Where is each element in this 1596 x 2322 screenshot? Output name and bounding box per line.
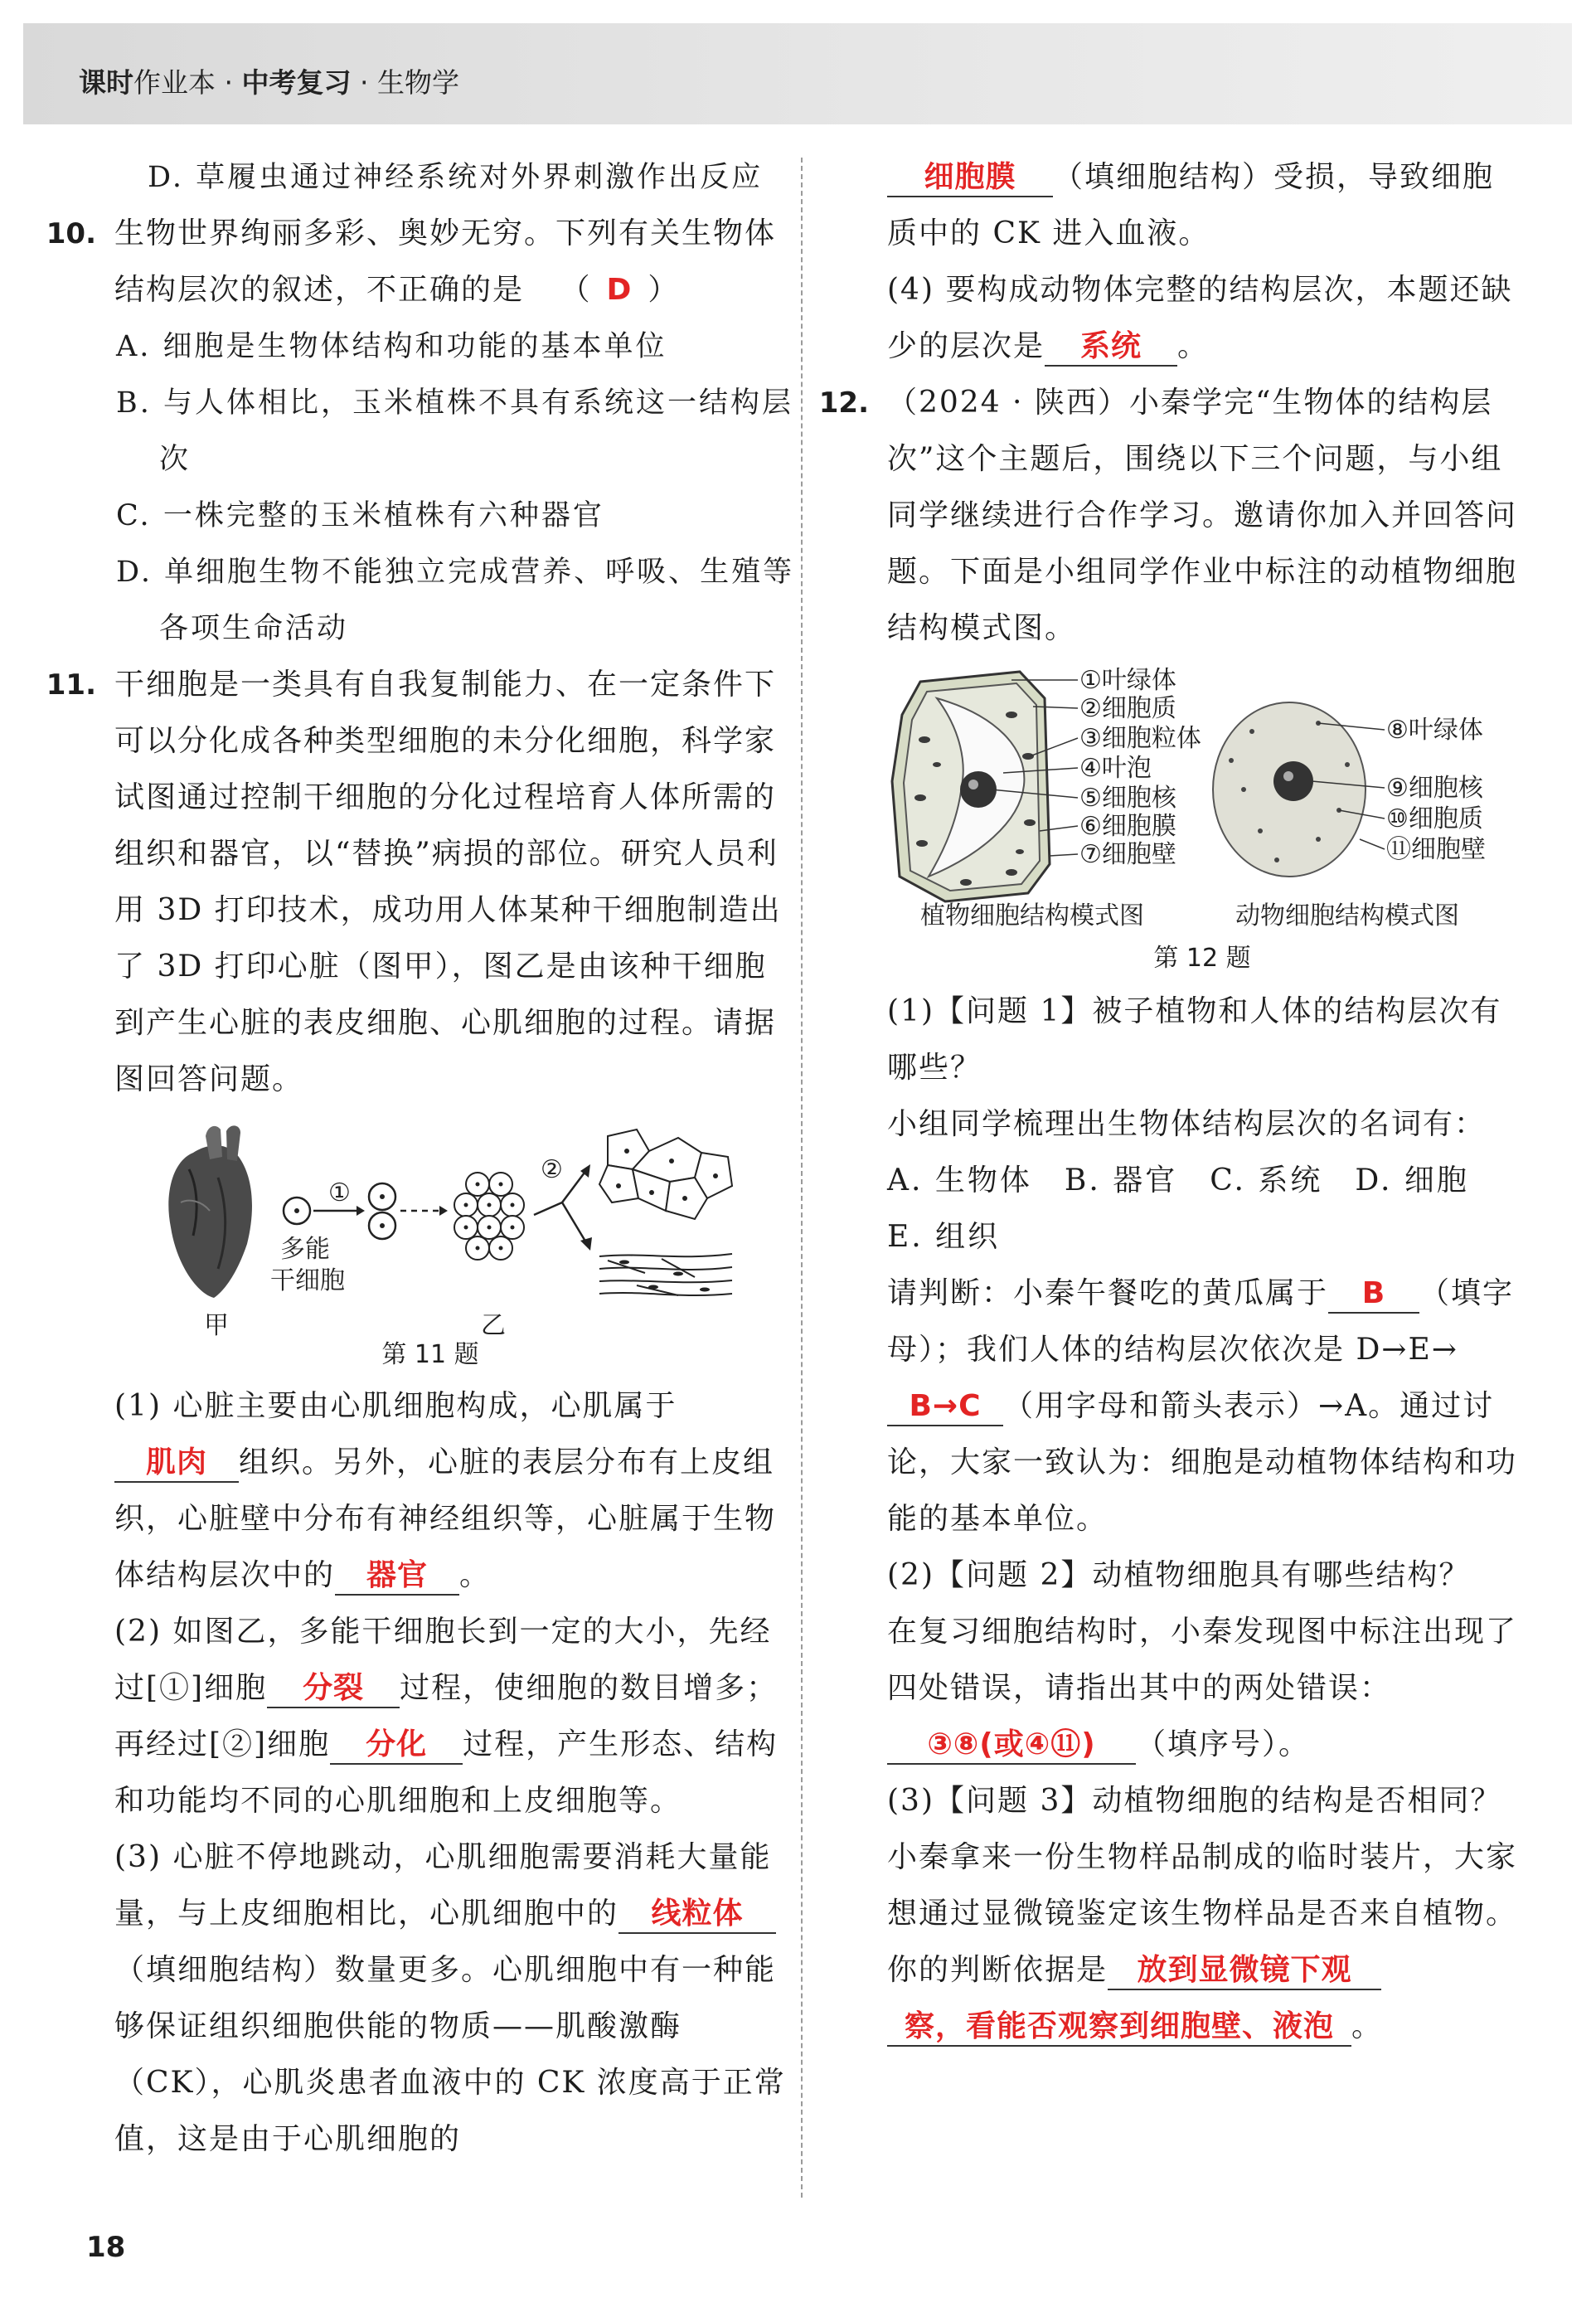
cardiac-muscle-fibers (599, 1254, 732, 1295)
label-jia: 甲 (204, 1311, 229, 1340)
dashed-arrow-head (439, 1206, 448, 1216)
header-title-part2: 作业本 · (133, 66, 242, 99)
answer-blank: ③⑧(或④⑪) (887, 1727, 1136, 1765)
plant-label: ②细胞质 (1079, 694, 1176, 723)
animal-cell-diagram (1213, 702, 1385, 877)
sub-text: 请判断：小秦午餐吃的黄瓜属于 (887, 1276, 1329, 1310)
sub-text: 过程，产生形态、结构和功能均不同的心肌细胞和上皮细胞等。 (114, 1727, 779, 1818)
answer-blank: 系统 (1045, 328, 1177, 367)
answer-blank: 线粒体 (619, 1896, 776, 1934)
header-title-part1: 课时 (79, 66, 133, 99)
answer-blank: 细胞膜 (887, 159, 1053, 197)
q12-sub1-question: (1)【问题 1】被子植物和人体的结构层次有哪些？ (887, 994, 1502, 1085)
q12-sub3-question: (3)【问题 3】动植物细胞的结构是否相同？ (887, 1784, 1502, 1818)
arrow-2-down (562, 1202, 587, 1244)
option-label: B. (116, 386, 152, 420)
option-text: 单细胞生物不能独立完成营养、呼吸、生殖等各项生命活动 (159, 556, 795, 645)
sub-text: （填细胞结构）数量更多。心肌细胞中有一种能够保证组织细胞供能的物质——肌酸激酶（CK），心肌炎患者血液中的 CK 浓度高于正常值，这是由于心肌细胞的 (114, 1953, 786, 2156)
figure-11 (148, 1120, 745, 1343)
paren-open: （ (560, 273, 592, 307)
q12-sub1-intro: 小组同学梳理出生物体结构层次的名词有： (887, 1107, 1487, 1141)
sub-text: 。 (1177, 329, 1210, 363)
q12-sub1-answer (887, 1265, 1517, 1547)
q12-sub3-answer (887, 1829, 1517, 2055)
animal-label: ⑪细胞壁 (1386, 835, 1486, 864)
animal-caption: 动物细胞结构模式图 (1235, 901, 1459, 930)
sub-text: (3) 心脏不停地跳动，心肌细胞需要消耗大量能量，与上皮细胞相比，心肌细胞中的 (114, 1840, 772, 1931)
sub-text: 。 (1351, 2009, 1384, 2043)
q11-sub3-part1 (114, 1829, 796, 2168)
question-12 (818, 375, 1518, 2055)
answer-blank: 分裂 (267, 1670, 400, 1708)
epithelial-cells (599, 1129, 732, 1219)
muscle-nuclei (619, 1261, 710, 1292)
right-column (818, 149, 1518, 2055)
option-text: 细胞是生物体结构和功能的基本单位 (163, 330, 667, 363)
plant-label: ①叶绿体 (1079, 666, 1176, 695)
option-text: 一株完整的玉米植株有六种器官 (163, 499, 604, 532)
stem-cell-label-2: 干细胞 (270, 1266, 345, 1295)
divided-cell-1-nucleus (380, 1194, 385, 1199)
q11-sub3-part2 (887, 149, 1517, 262)
answer-blank: B (1328, 1275, 1419, 1314)
sub-text: （填字母）；我们人体的结构层次依次是 D→E→ (887, 1276, 1515, 1367)
q11-sub1 (114, 1378, 796, 1604)
plant-cell-labels (1079, 666, 1201, 869)
heart-image (168, 1125, 252, 1298)
sub-text: 在复习细胞结构时，小秦发现图中标注出现了四处错误，请指出其中的两处错误： (887, 1615, 1518, 1705)
answer-blank: 肌肉 (114, 1445, 239, 1483)
question-number: 12. (818, 386, 869, 420)
q11-sub4 (887, 262, 1517, 375)
sub-text: (4) 要构成动物体完整的结构层次，本题还缺少的层次是 (887, 273, 1513, 363)
plant-caption: 植物细胞结构模式图 (920, 901, 1144, 930)
option-text: 草履虫通过神经系统对外界刺激作出反应 (196, 161, 764, 194)
option-b (114, 375, 796, 488)
question-11 (46, 657, 796, 2168)
sub-text: 小秦拿来一份生物样品制成的临时装片，大家想通过显微镜鉴定该生物样品是否来自植物。你的判断依据是 (887, 1840, 1518, 1987)
plant-label: ⑦细胞壁 (1079, 840, 1176, 869)
question-stem: （2024 · 陕西）小秦学完“生物体的结构层次”这个主题后，围绕以下三个问题，与小组同学继续进行合作学习。邀请你加入并回答问题。下面是小组同学作业中标注的动植物细胞结构模式图。 (887, 386, 1518, 645)
arrow-2-down-head (580, 1237, 592, 1251)
q12-sub2-question: (2)【问题 2】动植物细胞具有哪些结构？ (887, 1558, 1471, 1592)
plant-label: ⑥细胞膜 (1079, 812, 1176, 841)
sub-text: （填细胞结构）受损，导致细胞质中的 CK 进入血液。 (887, 160, 1495, 250)
option-label: C. (116, 499, 152, 532)
question-stem (114, 206, 796, 318)
option-text: 与人体相比，玉米植株不具有系统这一结构层次 (159, 386, 794, 476)
option-c (114, 488, 796, 544)
stem-cell-label-1: 多能 (280, 1235, 330, 1264)
animal-label: ⑩细胞质 (1386, 804, 1483, 833)
figure-12 (887, 665, 1517, 939)
step-1-label: ① (328, 1178, 351, 1207)
q9-option-d (114, 149, 796, 206)
figure-12-caption: 第 12 题 (1153, 944, 1251, 973)
question-stem: 干细胞是一类具有自我复制能力、在一定条件下可以分化成各种类型细胞的未分化细胞，科学家试图通过控制干细胞的分化过程培育人体所需的组织和器官，以“替换”病损的部位。研究人员利用 3D 打印技术，成功用人体某种干细胞制造出了 3D 打印心脏（图甲），图乙是由该种干细胞到产生心脏的表皮细胞、心肌细胞的过程。请据图回答问题。 (114, 668, 782, 1096)
step-2-label: ② (541, 1155, 563, 1184)
q12-sub1-options: A. 生物体 B. 器官 C. 系统 D. 细胞 E. 组织 (887, 1163, 1501, 1254)
sub-text: (1) 心脏主要由心肌细胞构成，心肌属于 (114, 1389, 677, 1423)
header-title-part3: 中考复习 (241, 66, 352, 99)
plant-label: ③细胞粒体 (1079, 724, 1201, 753)
q11-sub2 (114, 1604, 796, 1829)
answer-blank: B→C (887, 1388, 1003, 1426)
answer-blank: 察，看能否观察到细胞壁、液泡 (887, 2009, 1351, 2047)
sub-text: 过程，使细胞的数目增多；再经过[②]细胞 (114, 1671, 779, 1761)
question-number: 10. (46, 217, 96, 250)
header-title-part4: · 生物学 (351, 66, 459, 99)
page-number: 18 (86, 2231, 126, 2264)
option-label: D. (148, 161, 184, 194)
option-a (114, 318, 796, 375)
label-yi: 乙 (481, 1311, 506, 1340)
q12-sub2-answer (887, 1604, 1517, 1773)
plant-label: ④叶泡 (1079, 754, 1152, 783)
answer-blank: 器官 (335, 1557, 459, 1596)
cell-cluster (454, 1173, 524, 1260)
animal-cell-labels (1386, 716, 1486, 864)
sub-text: (2) 如图乙，多能干细胞长到一定的大小，先经过[①]细胞 (114, 1615, 772, 1705)
option-label: A. (116, 330, 152, 363)
choice-answer: D (606, 273, 633, 307)
divided-cell-2-nucleus (380, 1223, 385, 1228)
left-column (46, 149, 796, 2168)
plant-label: ⑤细胞核 (1079, 784, 1176, 813)
stem-cell-nucleus (294, 1208, 299, 1213)
figure-11-caption: 第 11 题 (381, 1340, 479, 1369)
stem-text: 生物世界绚丽多彩、奥妙无穷。下列有关生物体结构层次的叙述，不正确的是 (114, 216, 777, 307)
answer-blank: 放到显微镜下观 (1108, 1952, 1381, 1990)
question-number: 11. (46, 668, 96, 702)
sub-text: 组织。另外，心脏的表层分布有上皮组织，心脏壁中分布有神经组织等，心脏属于生物体结构层次中的 (114, 1445, 777, 1592)
answer-blank: 分化 (330, 1727, 463, 1765)
option-d (114, 544, 796, 657)
paren-close: ） (648, 273, 680, 307)
plant-cell-diagram (892, 672, 1078, 901)
question-10 (46, 206, 796, 657)
sub-text: 。 (459, 1558, 492, 1592)
animal-label: ⑨细胞核 (1386, 774, 1483, 803)
header-title (79, 61, 459, 100)
arrow-1-head (357, 1206, 365, 1216)
sub-text: （填序号）。 (1136, 1727, 1311, 1761)
sub-text: （用字母和箭头表示）→A。通过讨论，大家一致认为：细胞是动植物体结构和功能的基本单位。 (887, 1389, 1518, 1536)
option-label: D. (116, 556, 153, 589)
column-divider (801, 158, 803, 2198)
animal-label: ⑧叶绿体 (1386, 716, 1483, 745)
